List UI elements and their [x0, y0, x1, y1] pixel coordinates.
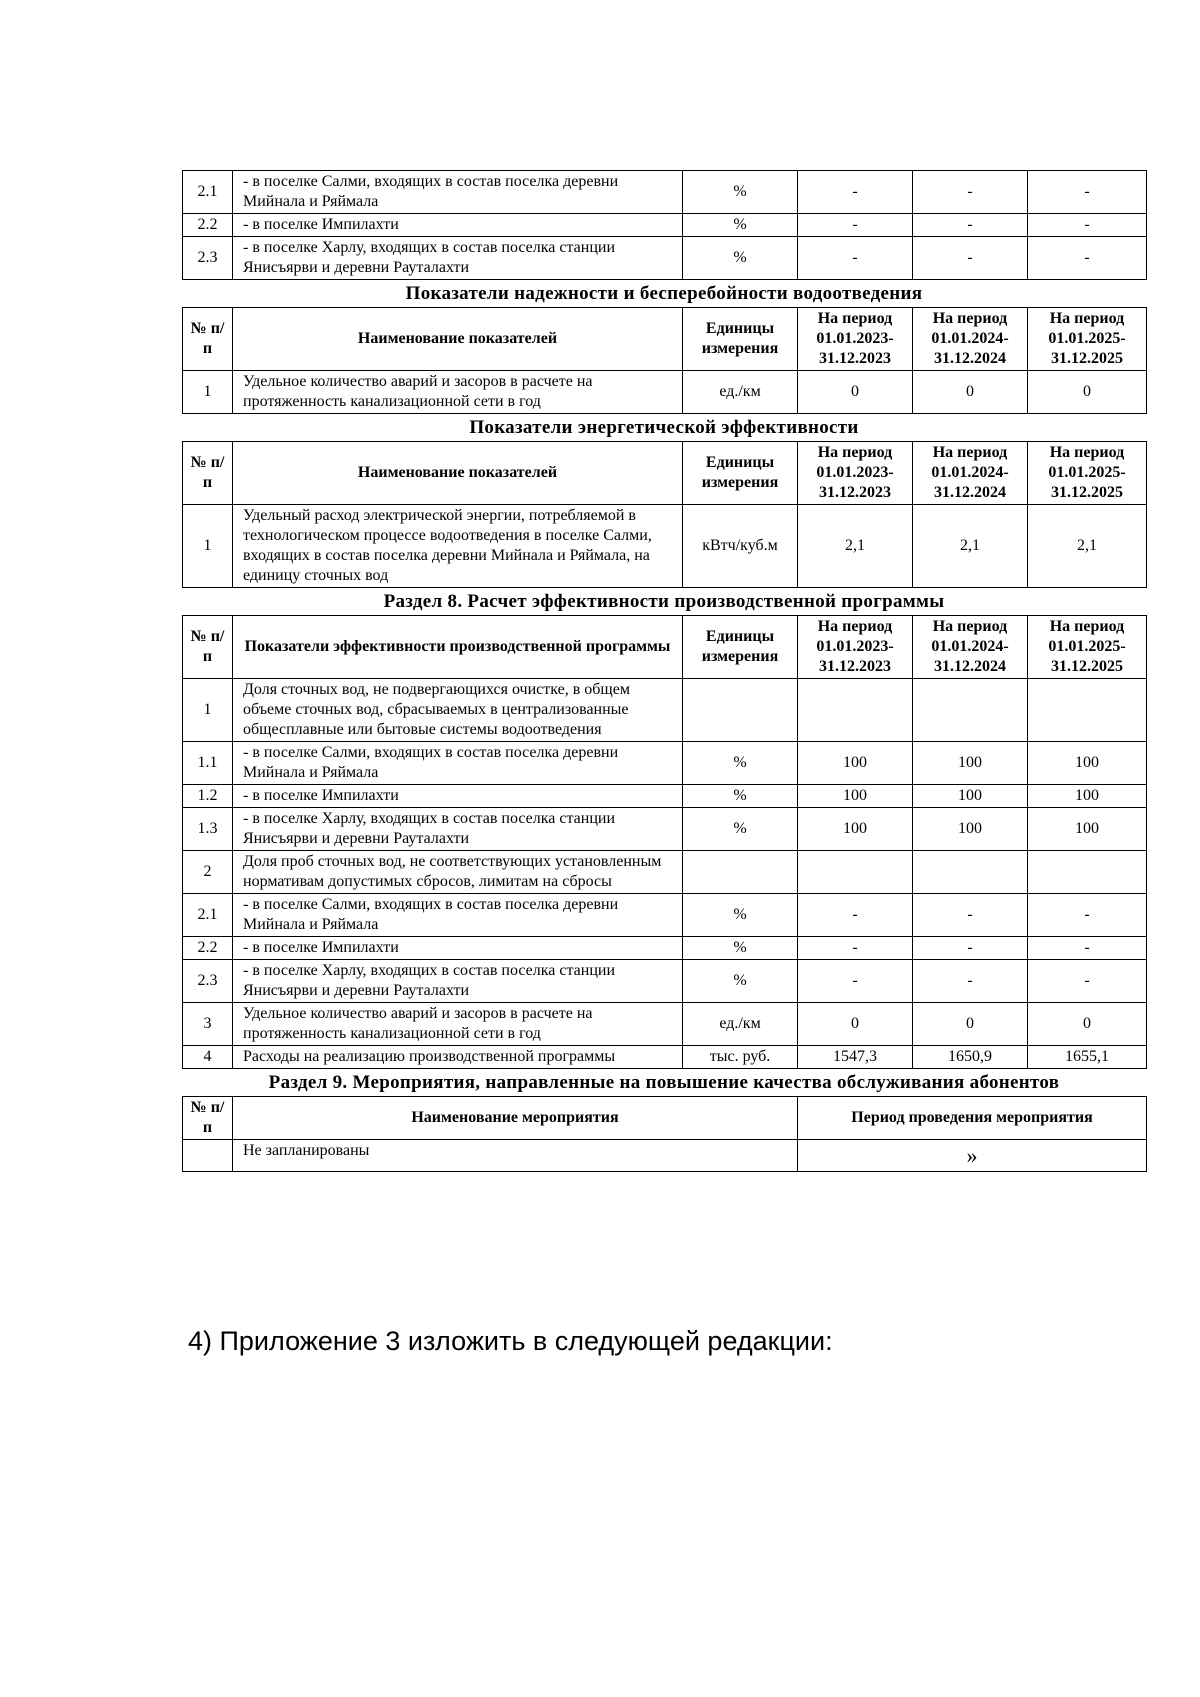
col-unit: Единицы измерения [683, 308, 798, 371]
value-2025: 0 [1028, 1003, 1147, 1046]
row-number: 2.3 [183, 237, 233, 280]
value-2023: - [798, 214, 913, 237]
value-2023: 0 [798, 371, 913, 414]
table-row [183, 171, 1147, 214]
row-name: Доля сточных вод, не подвергающихся очистке, в общем объеме сточных вод, сбрасываемых в централизованные общесплавные или бытовые системы водоотведения [233, 679, 683, 742]
value-2023: - [798, 960, 913, 1003]
value-2025 [1028, 679, 1147, 742]
col-no: № п/п [183, 308, 233, 371]
col-period-2024: На период 01.01.2024-31.12.2024 [913, 616, 1028, 679]
value-2024: - [913, 894, 1028, 937]
value-2024: 0 [913, 371, 1028, 414]
section8-title: Раздел 8. Расчет эффективности производственной программы [383, 591, 945, 612]
table-row [183, 785, 1147, 808]
value-2023: 100 [798, 742, 913, 785]
col-no: № п/п [183, 616, 233, 679]
col-name: Показатели эффективности производственной программы [233, 616, 683, 679]
value-2025: 100 [1028, 742, 1147, 785]
table-row [183, 960, 1147, 1003]
row-number: 2.2 [183, 937, 233, 960]
row-number: 1.3 [183, 808, 233, 851]
value-2025: 100 [1028, 808, 1147, 851]
value-2023: 1547,3 [798, 1046, 913, 1069]
reliability-table [182, 307, 1147, 414]
value-2024: 100 [913, 785, 1028, 808]
row-unit: кВтч/куб.м [683, 505, 798, 588]
value-2024: - [913, 237, 1028, 280]
row-name: - в поселке Импилахти [233, 937, 683, 960]
row-unit: % [683, 808, 798, 851]
row-number: 1 [183, 679, 233, 742]
row-number: 3 [183, 1003, 233, 1046]
value-2024: - [913, 214, 1028, 237]
row-unit: % [683, 785, 798, 808]
row-name: Расходы на реализацию производственной программы [233, 1046, 683, 1069]
row-number: 2 [183, 851, 233, 894]
row-name: - в поселке Салми, входящих в состав поселка деревни Мийнала и Ряймала [233, 171, 683, 214]
row-name: - в поселке Импилахти [233, 785, 683, 808]
measure-period: » [798, 1140, 1147, 1172]
col-period-2025: На период 01.01.2025-31.12.2025 [1028, 616, 1147, 679]
value-2024: 0 [913, 1003, 1028, 1046]
section9-table [182, 1096, 1147, 1172]
energy-table [182, 441, 1147, 588]
row-unit: % [683, 214, 798, 237]
section9-title: Раздел 9. Мероприятия, направленные на повышение качества обслуживания абонентов [268, 1072, 1060, 1093]
col-name: Наименование показателей [233, 308, 683, 371]
col-period-2023: На период 01.01.2023-31.12.2023 [798, 308, 913, 371]
value-2025: - [1028, 894, 1147, 937]
row-unit: ед./км [683, 1003, 798, 1046]
col-period-2023: На период 01.01.2023-31.12.2023 [798, 616, 913, 679]
row-unit [683, 851, 798, 894]
value-2023: 100 [798, 785, 913, 808]
col-period: Период проведения мероприятия [798, 1097, 1147, 1140]
col-no: № п/п [183, 442, 233, 505]
value-2023: - [798, 894, 913, 937]
value-2025: - [1028, 960, 1147, 1003]
table-row [183, 937, 1147, 960]
value-2025: 100 [1028, 785, 1147, 808]
col-period-2024: На период 01.01.2024-31.12.2024 [913, 308, 1028, 371]
row-unit: % [683, 894, 798, 937]
row-unit: % [683, 742, 798, 785]
row-name: - в поселке Импилахти [233, 214, 683, 237]
reliability-title: Показатели надежности и бесперебойности водоотведения [405, 283, 923, 304]
row-number: 1.2 [183, 785, 233, 808]
row-name: - в поселке Харлу, входящих в состав поселка станции Янисъярви и деревни Рауталахти [233, 237, 683, 280]
value-2024: 100 [913, 808, 1028, 851]
top-continuation-table [182, 170, 1147, 280]
table-row [183, 851, 1147, 894]
row-number: 1 [183, 371, 233, 414]
row-name: Доля проб сточных вод, не соответствующих установленным нормативам допустимых сбросов, лимитам на сбросы [233, 851, 683, 894]
value-2025: 1655,1 [1028, 1046, 1147, 1069]
value-2023: - [798, 937, 913, 960]
col-name: Наименование показателей [233, 442, 683, 505]
value-2023: - [798, 171, 913, 214]
value-2024: - [913, 171, 1028, 214]
row-name: - в поселке Салми, входящих в состав поселка деревни Мийнала и Ряймала [233, 742, 683, 785]
value-2023 [798, 851, 913, 894]
closing-text: 4) Приложение 3 изложить в следующей редакции: [188, 1326, 833, 1356]
row-number: 4 [183, 1046, 233, 1069]
table-row [183, 214, 1147, 237]
row-number [183, 1140, 233, 1172]
section8-table [182, 615, 1147, 1069]
row-name: Удельное количество аварий и засоров в расчете на протяженность канализационной сети в год [233, 371, 683, 414]
row-unit: % [683, 237, 798, 280]
table-row [183, 237, 1147, 280]
value-2024: 2,1 [913, 505, 1028, 588]
table-row [183, 371, 1147, 414]
table-row [183, 679, 1147, 742]
col-no: № п/п [183, 1097, 233, 1140]
col-period-2023: На период 01.01.2023-31.12.2023 [798, 442, 913, 505]
value-2025: 0 [1028, 371, 1147, 414]
table-row [183, 1140, 1147, 1172]
row-name: Удельное количество аварий и засоров в расчете на протяженность канализационной сети в год [233, 1003, 683, 1046]
value-2024 [913, 851, 1028, 894]
value-2024: 100 [913, 742, 1028, 785]
value-2025: - [1028, 214, 1147, 237]
value-2023: - [798, 237, 913, 280]
table-row [183, 505, 1147, 588]
value-2023 [798, 679, 913, 742]
row-number: 1.1 [183, 742, 233, 785]
row-number: 2.2 [183, 214, 233, 237]
row-unit [683, 679, 798, 742]
row-unit: % [683, 937, 798, 960]
table-row [183, 1046, 1147, 1069]
measure-name: Не запланированы [233, 1140, 798, 1172]
row-name: - в поселке Салми, входящих в состав поселка деревни Мийнала и Ряймала [233, 894, 683, 937]
col-period-2025: На период 01.01.2025-31.12.2025 [1028, 308, 1147, 371]
row-unit: тыс. руб. [683, 1046, 798, 1069]
col-unit: Единицы измерения [683, 442, 798, 505]
value-2023: 2,1 [798, 505, 913, 588]
col-unit: Единицы измерения [683, 616, 798, 679]
row-name: - в поселке Харлу, входящих в состав поселка станции Янисъярви и деревни Рауталахти [233, 960, 683, 1003]
table-row [183, 742, 1147, 785]
row-number: 2.1 [183, 894, 233, 937]
value-2024: 1650,9 [913, 1046, 1028, 1069]
value-2025: - [1028, 937, 1147, 960]
table-row [183, 1003, 1147, 1046]
value-2025: - [1028, 171, 1147, 214]
value-2023: 100 [798, 808, 913, 851]
row-name: - в поселке Харлу, входящих в состав поселка станции Янисъярви и деревни Рауталахти [233, 808, 683, 851]
col-period-2024: На период 01.01.2024-31.12.2024 [913, 442, 1028, 505]
col-measure-name: Наименование мероприятия [233, 1097, 798, 1140]
value-2024: - [913, 937, 1028, 960]
value-2025 [1028, 851, 1147, 894]
value-2025: 2,1 [1028, 505, 1147, 588]
row-number: 1 [183, 505, 233, 588]
row-number: 2.3 [183, 960, 233, 1003]
row-unit: ед./км [683, 371, 798, 414]
value-2025: - [1028, 237, 1147, 280]
table-row [183, 894, 1147, 937]
value-2024: - [913, 960, 1028, 1003]
row-number: 2.1 [183, 171, 233, 214]
document-page [182, 170, 1146, 1172]
row-unit: % [683, 171, 798, 214]
col-period-2025: На период 01.01.2025-31.12.2025 [1028, 442, 1147, 505]
row-unit: % [683, 960, 798, 1003]
table-row [183, 808, 1147, 851]
value-2024 [913, 679, 1028, 742]
row-name: Удельный расход электрической энергии, потребляемой в технологическом процессе водоотведения в поселке Салми, входящих в состав поселка деревни Мийнала и Ряймала, на единицу сточных вод [233, 505, 683, 588]
energy-title: Показатели энергетической эффективности [469, 417, 859, 438]
value-2023: 0 [798, 1003, 913, 1046]
